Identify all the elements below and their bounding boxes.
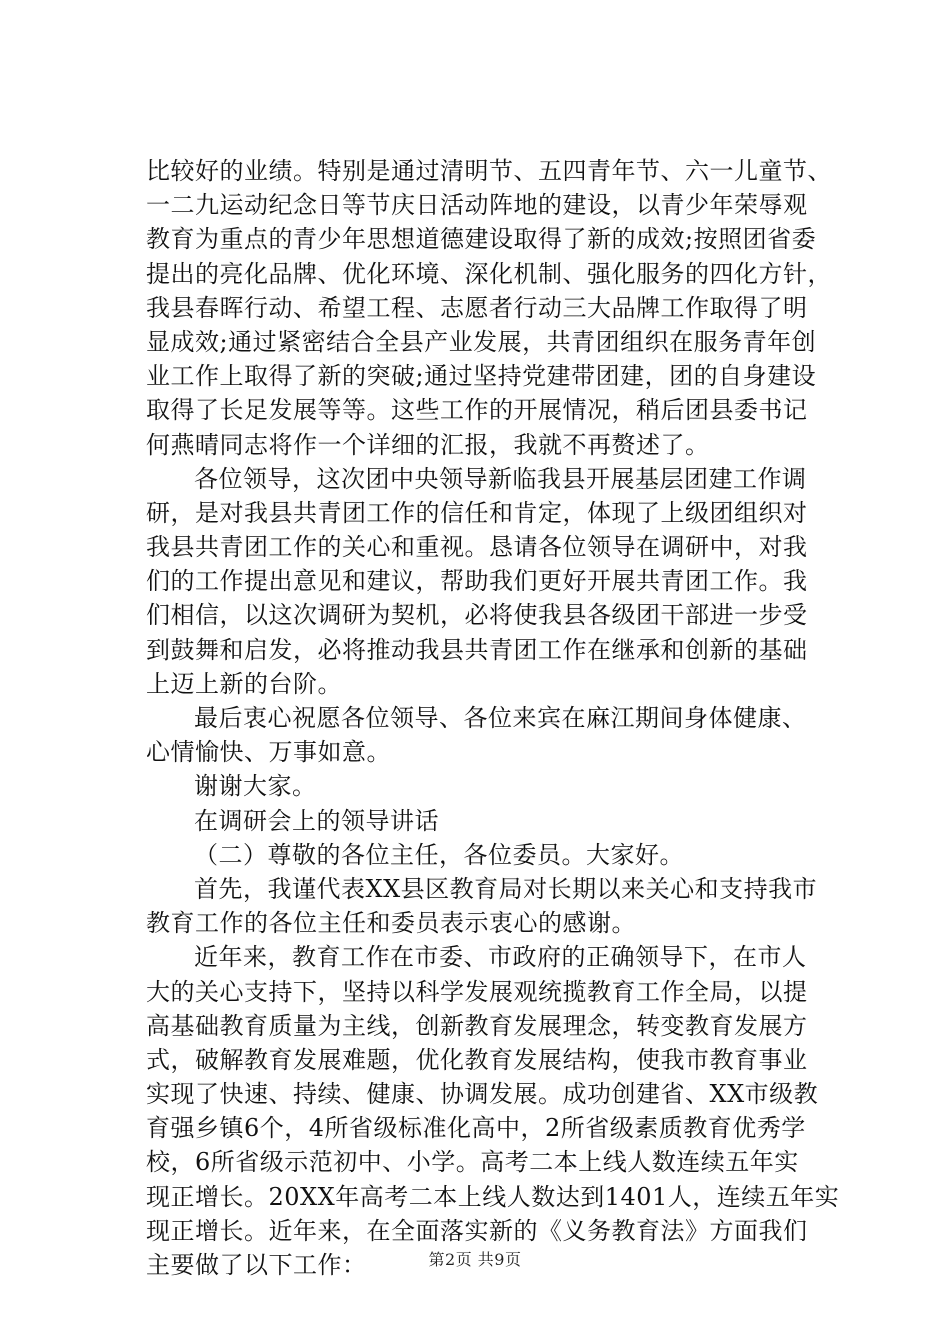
text-line: 到鼓舞和启发，必将推动我县共青团工作在继承和创新的基础 bbox=[146, 635, 808, 664]
text-line: 教育工作的各位主任和委员表示衷心的感谢。 bbox=[146, 909, 636, 938]
text-line: 们相信，以这次调研为契机，必将使我县各级团干部进一步受 bbox=[146, 601, 808, 630]
text-line: 心情愉快、万事如意。 bbox=[146, 738, 391, 767]
text-line: 比较好的业绩。特别是通过清明节、五四青年节、六一儿童节、 bbox=[146, 157, 832, 185]
text-line: 谢谢大家。 bbox=[194, 772, 317, 801]
text-line: 各位领导，这次团中央领导新临我县开展基层团建工作调 bbox=[194, 464, 807, 493]
text-line: 实现了快速、持续、健康、协调发展。成功创建省、XX市级教 bbox=[146, 1080, 819, 1109]
text-line: 首先，我谨代表XX县区教育局对长期以来关心和支持我市 bbox=[194, 874, 818, 903]
text-line: 主要做了以下工作： bbox=[146, 1251, 367, 1279]
text-line: 取得了长足发展等等。这些工作的开展情况，稍后团县委书记 bbox=[146, 396, 808, 425]
text-line: 我县共青团工作的关心和重视。恳请各位领导在调研中，对我 bbox=[146, 533, 808, 562]
text-line: 校，6所省级示范初中、小学。高考二本上线人数连续五年实 bbox=[146, 1148, 799, 1177]
text-line: （二）尊敬的各位主任，各位委员。大家好。 bbox=[194, 840, 684, 869]
text-line: 上迈上新的台阶。 bbox=[146, 669, 342, 698]
text-line: 们的工作提出意见和建议，帮助我们更好开展共青团工作。我 bbox=[146, 567, 808, 596]
text-line: 高基础教育质量为主线，创新教育发展理念，转变教育发展方 bbox=[146, 1011, 808, 1040]
text-line: 教育为重点的青少年思想道德建设取得了新的成效;按照团省委 bbox=[146, 225, 817, 254]
text-line: 一二九运动纪念日等节庆日活动阵地的建设，以青少年荣辱观 bbox=[146, 191, 808, 220]
text-line: 研，是对我县共青团工作的信任和肯定，体现了上级团组织对 bbox=[146, 498, 808, 527]
text-line: 业工作上取得了新的突破;通过坚持党建带团建，团的自身建设 bbox=[146, 362, 817, 391]
text-line: 近年来，教育工作在市委、市政府的正确领导下，在市人 bbox=[194, 943, 807, 972]
text-line: 最后衷心祝愿各位领导、各位来宾在麻江期间身体健康、 bbox=[194, 704, 807, 732]
text-line: 我县春晖行动、希望工程、志愿者行动三大品牌工作取得了明 bbox=[146, 293, 808, 322]
text-line: 现正增长。近年来，在全面落实新的《义务教育法》方面我们 bbox=[146, 1216, 808, 1245]
text-line: 大的关心支持下，坚持以科学发展观统揽教育工作全局，以提 bbox=[146, 977, 808, 1006]
text-line: 提出的亮化品牌、优化环境、深化机制、强化服务的四化方针， bbox=[146, 259, 832, 288]
text-line: 式，破解教育发展难题，优化教育发展结构，使我市教育事业 bbox=[146, 1045, 808, 1074]
text-line: 在调研会上的领导讲话 bbox=[194, 806, 439, 835]
text-line: 现正增长。20XX年高考二本上线人数达到1401人，连续五年实 bbox=[146, 1182, 840, 1211]
text-line: 何燕晴同志将作一个详细的汇报，我就不再赘述了。 bbox=[146, 430, 710, 459]
document-body bbox=[146, 154, 840, 1282]
page-footer: 第2页 共9页 bbox=[428, 1250, 522, 1269]
text-line: 显成效;通过紧密结合全县产业发展，共青团组织在服务青年创 bbox=[146, 327, 817, 356]
text-line: 育强乡镇6个，4所省级标准化高中，2所省级素质教育优秀学 bbox=[146, 1114, 806, 1143]
